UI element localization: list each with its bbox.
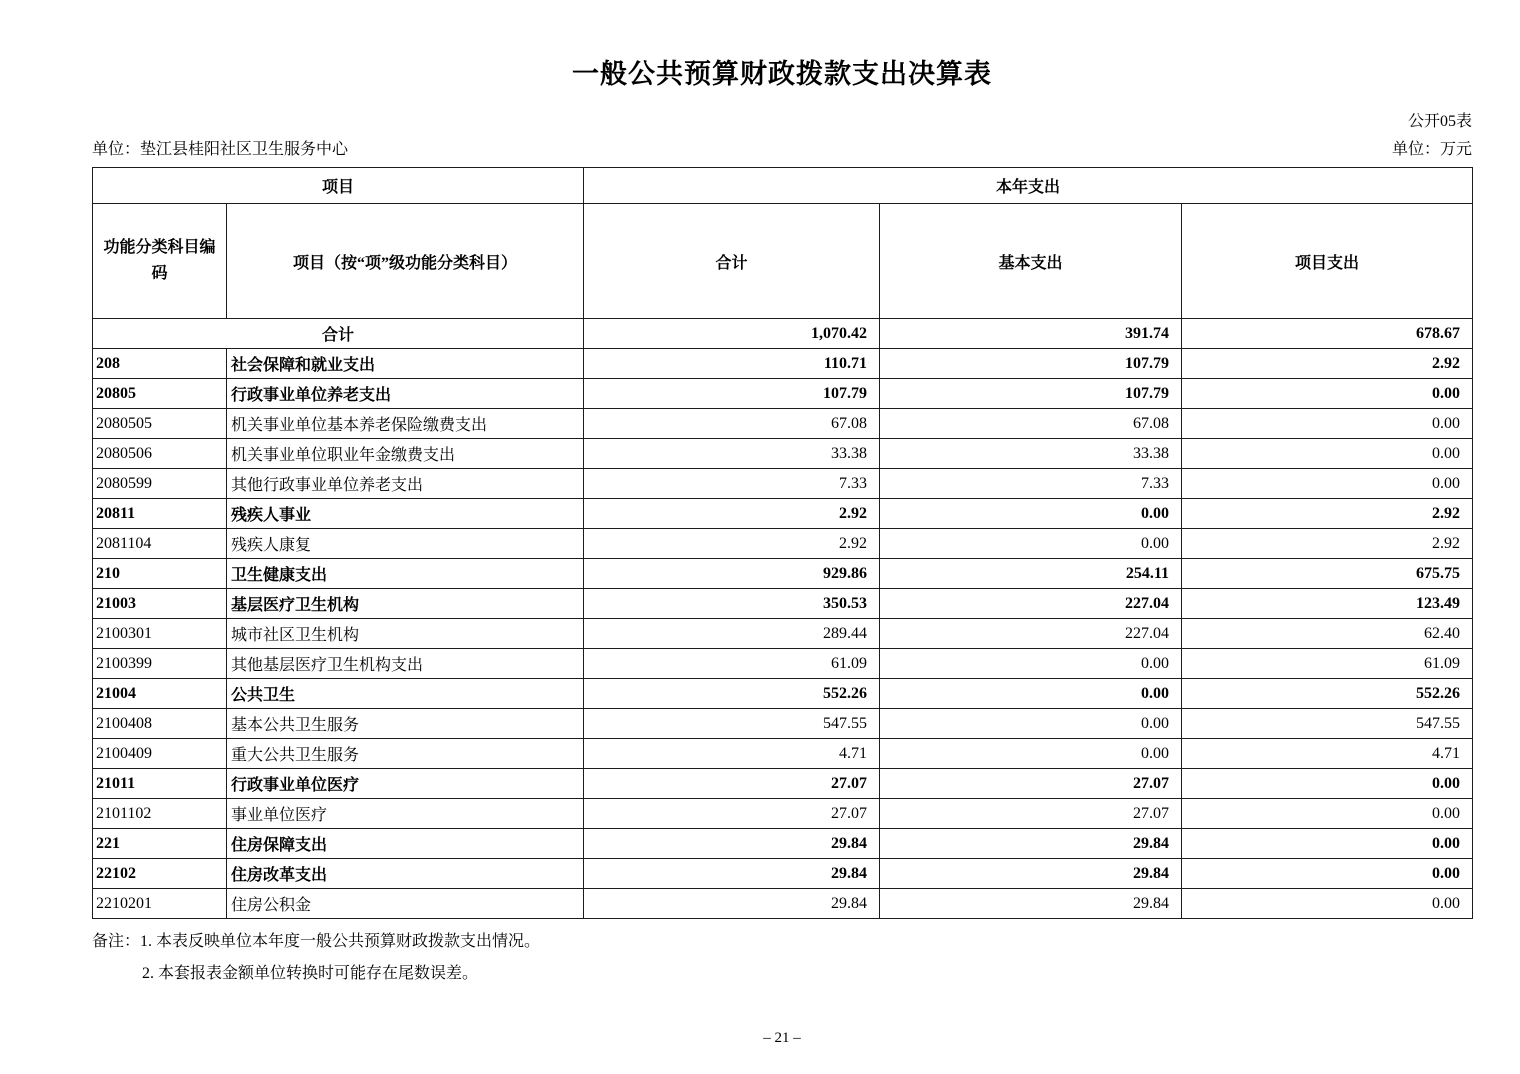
total-cell: 929.86	[584, 559, 880, 589]
code-cell: 2101102	[93, 799, 227, 829]
header-group-item: 项目	[93, 168, 584, 204]
item-name-cell: 住房保障支出	[227, 829, 584, 859]
table-row	[93, 409, 1473, 439]
item-name-cell: 城市社区卫生机构	[227, 619, 584, 649]
row-label-cell: 合计	[93, 319, 584, 349]
code-cell: 2080505	[93, 409, 227, 439]
project-expenditure-cell: 2.92	[1182, 499, 1473, 529]
table-row	[93, 739, 1473, 769]
basic-expenditure-cell: 107.79	[880, 379, 1182, 409]
total-cell: 2.92	[584, 529, 880, 559]
basic-expenditure-cell: 7.33	[880, 469, 1182, 499]
table-row	[93, 439, 1473, 469]
table-row	[93, 529, 1473, 559]
form-code-label: 公开05表	[1407, 113, 1472, 130]
total-cell: 289.44	[584, 619, 880, 649]
code-cell: 2210201	[93, 889, 227, 919]
item-name-cell: 机关事业单位基本养老保险缴费支出	[227, 409, 584, 439]
code-cell: 21004	[93, 679, 227, 709]
note-line-2: 2. 本套报表金额单位转换时可能存在尾数误差。	[142, 965, 479, 982]
code-cell: 2100399	[93, 649, 227, 679]
code-cell: 210	[93, 559, 227, 589]
project-expenditure-cell: 0.00	[1182, 409, 1473, 439]
total-cell: 29.84	[584, 859, 880, 889]
basic-expenditure-cell: 29.84	[880, 889, 1182, 919]
header-columns-row	[93, 204, 1473, 319]
basic-expenditure-cell: 0.00	[880, 739, 1182, 769]
code-cell: 2080599	[93, 469, 227, 499]
project-expenditure-cell: 0.00	[1182, 379, 1473, 409]
item-name-cell: 其他行政事业单位养老支出	[227, 469, 584, 499]
total-cell: 547.55	[584, 709, 880, 739]
budget-expenditure-table	[92, 167, 1473, 919]
table-row	[93, 859, 1473, 889]
project-expenditure-cell: 2.92	[1182, 349, 1473, 379]
item-name-cell: 公共卫生	[227, 679, 584, 709]
currency-unit-label: 单位：万元	[1391, 141, 1472, 158]
total-cell: 27.07	[584, 769, 880, 799]
header-group-row	[93, 168, 1473, 204]
basic-expenditure-cell: 391.74	[880, 319, 1182, 349]
project-expenditure-cell: 0.00	[1182, 799, 1473, 829]
page-number: – 21 –	[763, 1030, 801, 1046]
table-row	[93, 799, 1473, 829]
basic-expenditure-cell: 107.79	[880, 349, 1182, 379]
total-cell: 1,070.42	[584, 319, 880, 349]
table-row	[93, 829, 1473, 859]
code-cell: 2081104	[93, 529, 227, 559]
project-expenditure-cell: 0.00	[1182, 439, 1473, 469]
project-expenditure-cell: 2.92	[1182, 529, 1473, 559]
basic-expenditure-cell: 254.11	[880, 559, 1182, 589]
item-name-cell: 基层医疗卫生机构	[227, 589, 584, 619]
table-row	[93, 499, 1473, 529]
table-row	[93, 889, 1473, 919]
total-cell: 2.92	[584, 499, 880, 529]
header-col-total: 合计	[584, 204, 880, 319]
total-cell: 61.09	[584, 649, 880, 679]
header-group-current-year: 本年支出	[584, 168, 1473, 204]
page-title: 一般公共预算财政拨款支出决算表	[572, 59, 992, 89]
item-name-cell: 基本公共卫生服务	[227, 709, 584, 739]
total-cell: 107.79	[584, 379, 880, 409]
item-name-cell: 重大公共卫生服务	[227, 739, 584, 769]
code-cell: 21011	[93, 769, 227, 799]
project-expenditure-cell: 61.09	[1182, 649, 1473, 679]
project-expenditure-cell: 0.00	[1182, 769, 1473, 799]
code-cell: 2100409	[93, 739, 227, 769]
total-cell: 552.26	[584, 679, 880, 709]
basic-expenditure-cell: 0.00	[880, 679, 1182, 709]
project-expenditure-cell: 552.26	[1182, 679, 1473, 709]
basic-expenditure-cell: 27.07	[880, 769, 1182, 799]
unit-name-label: 单位：垫江县桂阳社区卫生服务中心	[92, 141, 349, 158]
table-row	[93, 469, 1473, 499]
notes-block	[92, 932, 1472, 984]
table-row	[93, 769, 1473, 799]
table-row	[93, 379, 1473, 409]
basic-expenditure-cell: 27.07	[880, 799, 1182, 829]
table-body	[93, 319, 1473, 919]
project-expenditure-cell: 678.67	[1182, 319, 1473, 349]
total-cell: 350.53	[584, 589, 880, 619]
table-row	[93, 679, 1473, 709]
total-cell: 29.84	[584, 889, 880, 919]
code-cell: 21003	[93, 589, 227, 619]
code-cell: 221	[93, 829, 227, 859]
table-row	[93, 589, 1473, 619]
document-content	[92, 0, 1472, 984]
project-expenditure-cell: 0.00	[1182, 829, 1473, 859]
basic-expenditure-cell: 0.00	[880, 709, 1182, 739]
basic-expenditure-cell: 67.08	[880, 409, 1182, 439]
code-cell: 2080506	[93, 439, 227, 469]
header-col-item: 项目（按“项”级功能分类科目）	[227, 204, 584, 319]
project-expenditure-cell: 62.40	[1182, 619, 1473, 649]
project-expenditure-cell: 123.49	[1182, 589, 1473, 619]
table-row	[93, 319, 1473, 349]
code-cell: 20805	[93, 379, 227, 409]
header-col-basic: 基本支出	[880, 204, 1182, 319]
item-name-cell: 行政事业单位医疗	[227, 769, 584, 799]
table-row	[93, 649, 1473, 679]
total-cell: 27.07	[584, 799, 880, 829]
basic-expenditure-cell: 33.38	[880, 439, 1182, 469]
code-cell: 2100408	[93, 709, 227, 739]
table-row	[93, 349, 1473, 379]
total-cell: 7.33	[584, 469, 880, 499]
item-name-cell: 机关事业单位职业年金缴费支出	[227, 439, 584, 469]
total-cell: 67.08	[584, 409, 880, 439]
basic-expenditure-cell: 0.00	[880, 529, 1182, 559]
project-expenditure-cell: 675.75	[1182, 559, 1473, 589]
table-row	[93, 709, 1473, 739]
basic-expenditure-cell: 227.04	[880, 589, 1182, 619]
code-cell: 22102	[93, 859, 227, 889]
note-line-1: 备注：1. 本表反映单位本年度一般公共预算财政拨款支出情况。	[92, 933, 541, 950]
table-row	[93, 559, 1473, 589]
basic-expenditure-cell: 0.00	[880, 649, 1182, 679]
basic-expenditure-cell: 227.04	[880, 619, 1182, 649]
unit-line	[92, 140, 1472, 160]
project-expenditure-cell: 0.00	[1182, 859, 1473, 889]
total-cell: 29.84	[584, 829, 880, 859]
basic-expenditure-cell: 0.00	[880, 499, 1182, 529]
header-col-project: 项目支出	[1182, 204, 1473, 319]
item-name-cell: 住房改革支出	[227, 859, 584, 889]
code-cell: 20811	[93, 499, 227, 529]
item-name-cell: 残疾人事业	[227, 499, 584, 529]
item-name-cell: 事业单位医疗	[227, 799, 584, 829]
item-name-cell: 其他基层医疗卫生机构支出	[227, 649, 584, 679]
project-expenditure-cell: 0.00	[1182, 469, 1473, 499]
header-col-code: 功能分类科目编码	[93, 204, 227, 319]
code-cell: 2100301	[93, 619, 227, 649]
total-cell: 110.71	[584, 349, 880, 379]
item-name-cell: 卫生健康支出	[227, 559, 584, 589]
item-name-cell: 行政事业单位养老支出	[227, 379, 584, 409]
total-cell: 4.71	[584, 739, 880, 769]
item-name-cell: 住房公积金	[227, 889, 584, 919]
table-row	[93, 619, 1473, 649]
project-expenditure-cell: 0.00	[1182, 889, 1473, 919]
basic-expenditure-cell: 29.84	[880, 829, 1182, 859]
item-name-cell: 残疾人康复	[227, 529, 584, 559]
total-cell: 33.38	[584, 439, 880, 469]
item-name-cell: 社会保障和就业支出	[227, 349, 584, 379]
project-expenditure-cell: 547.55	[1182, 709, 1473, 739]
project-expenditure-cell: 4.71	[1182, 739, 1473, 769]
code-cell: 208	[93, 349, 227, 379]
basic-expenditure-cell: 29.84	[880, 859, 1182, 889]
